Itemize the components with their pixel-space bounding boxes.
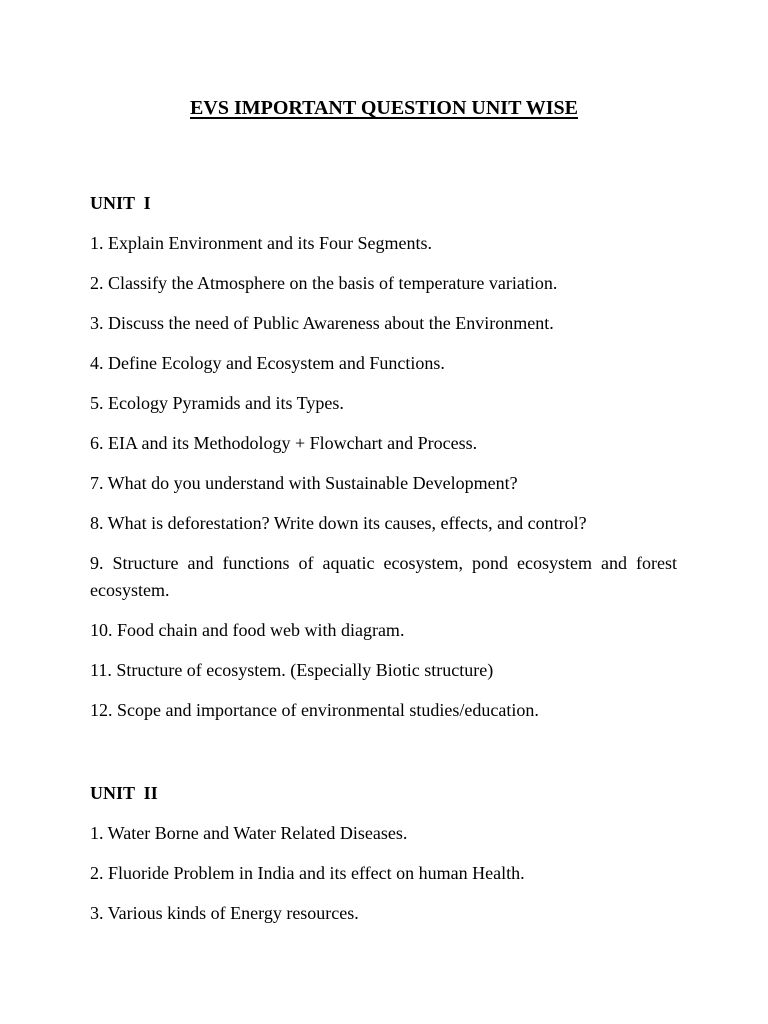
question-item: 2. Classify the Atmosphere on the basis of temperature variation. [90, 273, 558, 293]
unit-heading: UNIT I [90, 193, 151, 213]
question-item: 9. Structure and functions of aquatic ecosystem, pond ecosystem and forest ecosystem. [90, 553, 677, 600]
question-item: 5. Ecology Pyramids and its Types. [90, 393, 344, 413]
question-item: 1. Explain Environment and its Four Segments. [90, 233, 432, 253]
question-item: 10. Food chain and food web with diagram. [90, 620, 405, 640]
question-item: 2. Fluoride Problem in India and its effect on human Health. [90, 863, 525, 883]
question-item: 8. What is deforestation? Write down its causes, effects, and control? [90, 513, 587, 533]
question-item: 3. Discuss the need of Public Awareness about the Environment. [90, 313, 554, 333]
unit-section-1 [90, 190, 677, 737]
question-list [90, 230, 677, 724]
page-title: EVS IMPORTANT QUESTION UNIT WISE [190, 97, 578, 119]
unit-section-2 [90, 780, 677, 940]
question-item: 6. EIA and its Methodology + Flowchart and Process. [90, 433, 478, 453]
question-list [90, 820, 677, 927]
question-item: 3. Various kinds of Energy resources. [90, 903, 359, 923]
question-item: 7. What do you understand with Sustainable Development? [90, 473, 518, 493]
question-item: 11. Structure of ecosystem. (Especially Biotic structure) [90, 660, 494, 680]
question-item: 4. Define Ecology and Ecosystem and Functions. [90, 353, 445, 373]
unit-heading: UNIT II [90, 783, 158, 803]
question-item: 12. Scope and importance of environmental studies/education. [90, 700, 539, 720]
question-item: 1. Water Borne and Water Related Diseases. [90, 823, 408, 843]
